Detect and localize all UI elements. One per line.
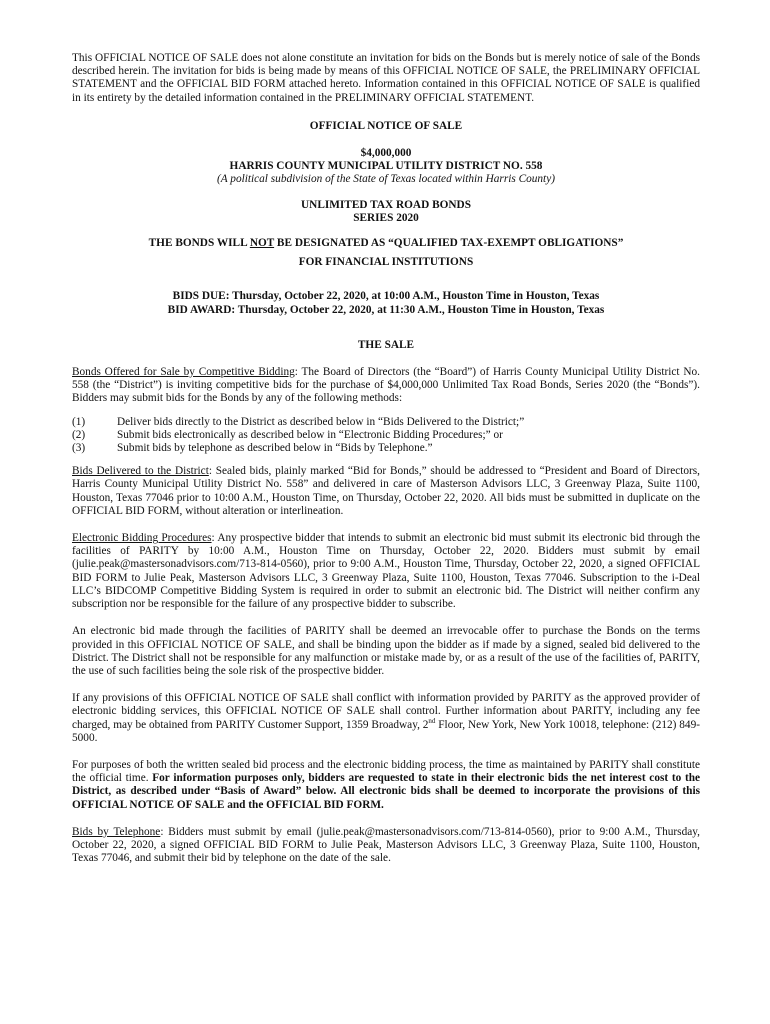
- intro-paragraph: This OFFICIAL NOTICE OF SALE does not alone constitute an invitation for bids on the Bonds but is merely notice of sale of the Bonds described herein. The invitation for bids is being made by means of this OFFICIAL NOTICE OF SALE, the PRELIMINARY OFFICIAL STATEMENT and the OFFICIAL BID FORM attached hereto. Information contained in this OFFICIAL NOTICE OF SALE is qualified in its entirety by the detailed information contained in the PRELIMINARY OFFICIAL STATEMENT.: [72, 52, 700, 104]
- conflict-text-post: Floor, New York, New York 10018, telephone: (212) 849-5000.: [72, 718, 700, 744]
- district-name: HARRIS COUNTY MUNICIPAL UTILITY DISTRICT NO. 558: [229, 160, 543, 173]
- delivered-paragraph: [72, 465, 700, 518]
- list-item-number: (1): [72, 415, 86, 428]
- electronic-paragraph: [72, 532, 700, 611]
- telephone-paragraph: [72, 826, 700, 866]
- offered-label: Bonds Offered for Sale by Competitive Bidding: [72, 366, 295, 379]
- parity-offer-paragraph: An electronic bid made through the facilities of PARITY shall be deemed an irrevocable offer to purchase the Bonds on the terms provided in this OFFICIAL NOTICE OF SALE, and shall be binding upon the bidder as if made by a signed, sealed bid delivered to the District. The District shall not be responsible for any malfunction or mistake made by, or as a result of the use of the facilities of, PARITY, the use of such facilities being the sole risk of the prospective bidder.: [72, 625, 700, 677]
- delivered-text: : Sealed bids, plainly marked “Bid for Bonds,” should be addressed to “President and Board of Directors, Harris County Municipal Utility District No. 558” and delivered in care of Masterson Advisors LLC, 3 Greenway Plaza, Suite 1100, Houston, Texas 77046 prior to 10:00 A.M., Houston Time, on Thursday, October 22, 2020. All bids must be submitted in duplicate on the OFFICIAL BID FORM, without alteration or interlineation.: [72, 465, 700, 517]
- bid-award: BID AWARD: Thursday, October 22, 2020, at 11:30 A.M., Houston Time in Houston, Texas: [167, 303, 605, 316]
- document-page: [72, 52, 700, 865]
- timing-paragraph: [72, 759, 700, 812]
- delivered-label: Bids Delivered to the District: [72, 465, 209, 478]
- bids-due: BIDS DUE: Thursday, October 22, 2020, at 10:00 A.M., Houston Time in Houston, Texas: [172, 290, 600, 303]
- offered-text: : The Board of Directors (the “Board”) of Harris County Municipal Utility District No. 558 (the “District”) is inviting competitive bids for the purchase of $4,000,000 Unlimited Tax Road Bonds, Series 2020 (the “Bonds”). Bidders may submit bids for the Bonds by any of the following methods:: [72, 366, 700, 405]
- designation-post: BE DESIGNATED AS “QUALIFIED TAX-EXEMPT OBLIGATIONS”: [274, 237, 624, 250]
- timing-text: For purposes of both the written sealed bid process and the electronic bidding process, the time as maintained by PARITY shall constitute the official time.: [72, 758, 700, 785]
- list-item: [72, 429, 700, 442]
- list-item-number: (2): [72, 428, 86, 441]
- designation-pre: THE BONDS WILL: [148, 237, 250, 250]
- notice-title: OFFICIAL NOTICE OF SALE: [309, 119, 463, 132]
- designation-line-2: FOR FINANCIAL INSTITUTIONS: [298, 256, 474, 269]
- sale-heading: THE SALE: [357, 338, 415, 351]
- bid-methods-list: [72, 416, 700, 456]
- offered-paragraph: [72, 366, 700, 406]
- electronic-text: : Any prospective bidder that intends to submit an electronic bid must submit its electronic bid through the facilities of PARITY by 10:00 A.M., Houston Time on Thursday, October 22, 2020. Bidders must submit by email (julie.peak@mastersonadvisors.com/713-814-0560), prior to 9:00 A.M., Houston Time, Thursday, October 22, 2020, a signed OFFICIAL BID FORM to Julie Peak, Masterson Advisors LLC, 3 Greenway Plaza, Suite 1100, Houston, Texas 77046. Subscription to the i-Deal LLC’s BIDCOMP Competitive Bidding System is required in order to submit an electronic bid. The District will neither confirm any subscription nor be responsible for the failure of any prospective bidder to subscribe.: [72, 532, 700, 611]
- district-subtitle: (A political subdivision of the State of Texas located within Harris County): [217, 173, 555, 186]
- list-item-text: Submit bids electronically as described below in “Electronic Bidding Procedures;” or: [117, 428, 503, 441]
- list-item-text: Deliver bids directly to the District as described below in “Bids Delivered to the District;”: [117, 415, 525, 428]
- electronic-label: Electronic Bidding Procedures: [72, 532, 212, 545]
- bonds-series: SERIES 2020: [353, 211, 419, 224]
- timing-bold-text: For information purposes only, bidders are requested to state in their electronic bids the net interest cost to the District, as described under “Basis of Award” below. All electronic bids shall be deemed to incorporate the provisions of this OFFICIAL NOTICE OF SALE and the OFFICIAL BID FORM.: [72, 772, 701, 811]
- list-item-number: (3): [72, 442, 86, 455]
- conflict-text-pre: If any provisions of this OFFICIAL NOTICE OF SALE shall conflict with information provided by PARITY as the approved provider of electronic bidding services, this OFFICIAL NOTICE OF SALE shall control. Further information about PARITY, including any fee charged, may be obtained from PARITY Customer Support, 1359 Broadway, 2: [72, 692, 700, 731]
- telephone-label: Bids by Telephone: [72, 825, 161, 838]
- bonds-title: UNLIMITED TAX ROAD BONDS: [301, 198, 471, 211]
- conflict-sup: nd: [428, 716, 436, 725]
- conflict-paragraph: [72, 692, 700, 745]
- designation-not: NOT: [249, 237, 275, 250]
- designation-line: [72, 237, 700, 250]
- list-item-text: Submit bids by telephone as described below in “Bids by Telephone.”: [117, 442, 433, 455]
- list-item: [72, 442, 700, 455]
- list-item: [72, 416, 700, 429]
- telephone-text: : Bidders must submit by email (julie.peak@mastersonadvisors.com/713-814-0560), prior to 9:00 A.M., Thursday, October 22, 2020, a signed OFFICIAL BID FORM to Julie Peak, Masterson Advisors LLC, 3 Greenway Plaza, Suite 1100, Houston, Texas 77046, and submit their bid by telephone on the date of the sale.: [72, 825, 700, 865]
- bond-amount: $4,000,000: [360, 147, 412, 160]
